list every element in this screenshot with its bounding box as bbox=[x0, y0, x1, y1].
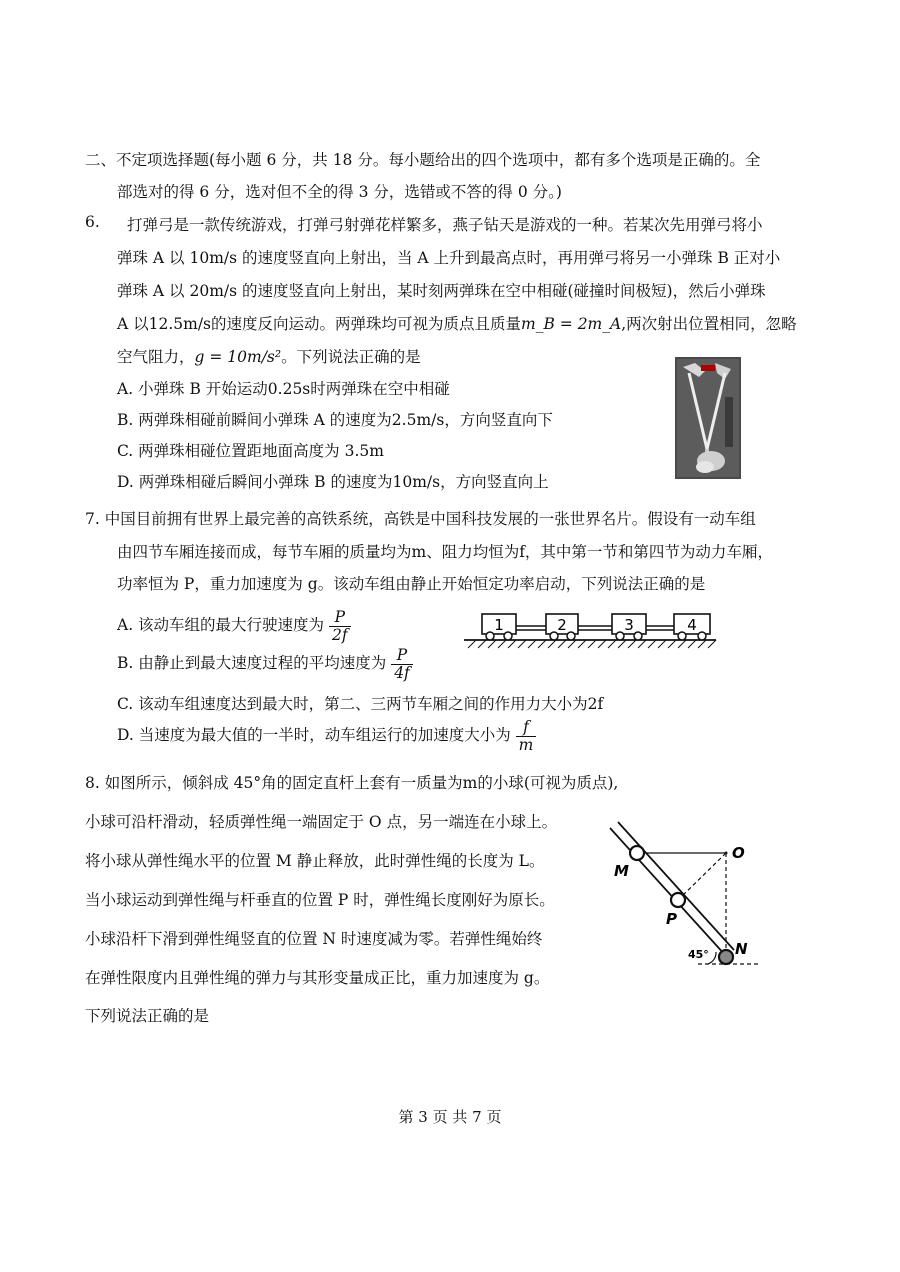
page-footer: 第 3 页 共 7 页 bbox=[398, 1108, 502, 1126]
label-o: O bbox=[732, 844, 745, 862]
q7-option-d-text: D. 当速度为最大值的一半时，动车组运行的加速度大小为 bbox=[117, 726, 511, 744]
label-angle: 45° bbox=[688, 948, 709, 961]
q7-option-a-text: A. 该动车组的最大行驶速度为 bbox=[117, 616, 325, 634]
q8-stem-line3: 将小球从弹性绳水平的位置 M 静止释放，此时弹性绳的长度为 L。 bbox=[85, 852, 545, 870]
q7-option-d-fraction bbox=[516, 719, 537, 753]
label-m: M bbox=[614, 862, 629, 880]
q6-gravity: g = 10m/s² bbox=[194, 348, 282, 366]
q7-option-a-denominator: 2f bbox=[332, 625, 348, 644]
q8-stem-line5: 小球沿杆下滑到弹性绳竖直的位置 N 时速度减为零。若弹性绳始终 bbox=[85, 930, 543, 948]
train-car-3 bbox=[612, 614, 646, 640]
q8-stem-line1: 8. 如图所示，倾斜成 45°角的固定直杆上套有一质量为m的小球(可视为质点), bbox=[85, 774, 619, 792]
q7-option-b bbox=[117, 641, 413, 685]
train-car-1 bbox=[482, 614, 516, 640]
q7-stem-line3: 功率恒为 P，重力加速度为 g。该动车组由静止开始恒定功率启动，下列说法正确的是 bbox=[117, 575, 706, 593]
ball-at-n bbox=[719, 950, 733, 964]
q7-option-b-numerator: P bbox=[391, 647, 413, 664]
q6-number: 6. bbox=[85, 213, 100, 231]
q6-option-a: A. 小弹珠 B 开始运动0.25s时两弹珠在空中相碰 bbox=[117, 380, 450, 398]
section-instruction-line2: 部选对的得 6 分，选对但不全的得 3 分，选错或不答的得 0 分。) bbox=[117, 183, 562, 201]
q7-stem-line2: 由四节车厢连接而成，每节车厢的质量均为m、阻力均恒为f，其中第一节和第四节为动力车厢， bbox=[117, 543, 773, 561]
slingshot-photo bbox=[675, 357, 741, 479]
q8-stem-line2: 小球可沿杆滑动，轻质弹性绳一端固定于 O 点，另一端连在小球上。 bbox=[85, 813, 558, 831]
ground-hatching bbox=[464, 640, 716, 648]
q6-stem-line1: 打弹弓是一款传统游戏，打弹弓射弹花样繁多，燕子钻天是游戏的一种。若某次先用弹弓将小 bbox=[127, 216, 763, 234]
q6-stem-line5-a: 空气阻力， bbox=[117, 348, 195, 366]
section-instruction-line1: 二、不定项选择题(每小题 6 分，共 18 分。每小题给出的四个选项中，都有多个选项是正确的。全 bbox=[85, 151, 761, 169]
q6-stem-line4-b: ,两次射出位置相同，忽略 bbox=[621, 315, 797, 333]
train-car-3-label: 3 bbox=[624, 616, 634, 634]
train-diagram bbox=[464, 606, 720, 650]
q6-stem-line4-a: A 以12.5m/s的速度反向运动。两弹珠均可视为质点且质量 bbox=[117, 315, 522, 333]
q8-stem-line4: 当小球运动到弹性绳与杆垂直的位置 P 时，弹性绳长度刚好为原长。 bbox=[85, 891, 555, 909]
q7-option-d-denominator: m bbox=[518, 735, 534, 754]
q6-option-d: D. 两弹珠相碰后瞬间小弹珠 B 的速度为10m/s，方向竖直向上 bbox=[117, 473, 549, 491]
train-car-2-label: 2 bbox=[557, 616, 567, 634]
train-car-4-label: 4 bbox=[687, 616, 697, 634]
label-p: P bbox=[666, 910, 677, 928]
q6-stem-line4 bbox=[117, 312, 797, 334]
q7-option-d-numerator: f bbox=[516, 719, 537, 736]
q6-stem-line3: 弹珠 A 以 20m/s 的速度竖直向上射出，某时刻两弹珠在空中相碰(碰撞时间极短)，然后小弹珠 bbox=[117, 282, 766, 300]
train-car-2 bbox=[546, 614, 578, 640]
q7-option-d bbox=[117, 713, 536, 757]
q6-mass-relation: m_B = 2m_A bbox=[521, 315, 622, 333]
q7-option-b-denominator: 4f bbox=[394, 663, 410, 682]
q6-option-c: C. 两弹珠相碰位置距地面高度为 3.5m bbox=[117, 442, 384, 460]
q8-stem-line7: 下列说法正确的是 bbox=[85, 1007, 210, 1025]
q6-option-b: B. 两弹珠相碰前瞬间小弹珠 A 的速度为2.5m/s，方向竖直向下 bbox=[117, 411, 553, 429]
q6-stem-line5 bbox=[117, 345, 421, 367]
q7-option-c: C. 该动车组速度达到最大时，第二、三两节车厢之间的作用力大小为2f bbox=[117, 695, 604, 713]
train-car-1-label: 1 bbox=[494, 616, 504, 634]
q6-stem-line5-b: 。下列说法正确的是 bbox=[281, 348, 421, 366]
q7-option-b-fraction bbox=[391, 647, 413, 681]
q7-option-a-fraction bbox=[329, 609, 351, 643]
train-car-4 bbox=[674, 614, 710, 640]
ball-at-p bbox=[671, 893, 685, 907]
rod-ball-diagram bbox=[600, 820, 780, 970]
q6-stem-line2: 弹珠 A 以 10m/s 的速度竖直向上射出，当 A 上升到最高点时，再用弹弓将另一小弹珠 B 正对小 bbox=[117, 249, 781, 267]
q7-option-a-numerator: P bbox=[329, 609, 351, 626]
q7-stem-line1: 7. 中国目前拥有世界上最完善的高铁系统，高铁是中国科技发展的一张世界名片。假设有一动车组 bbox=[85, 510, 756, 528]
ball-at-m bbox=[630, 846, 644, 860]
label-n: N bbox=[735, 940, 748, 958]
q7-option-b-text: B. 由静止到最大速度过程的平均速度为 bbox=[117, 654, 387, 672]
q8-stem-line6: 在弹性限度内且弹性绳的弹力与其形变量成正比，重力加速度为 g。 bbox=[85, 969, 550, 987]
